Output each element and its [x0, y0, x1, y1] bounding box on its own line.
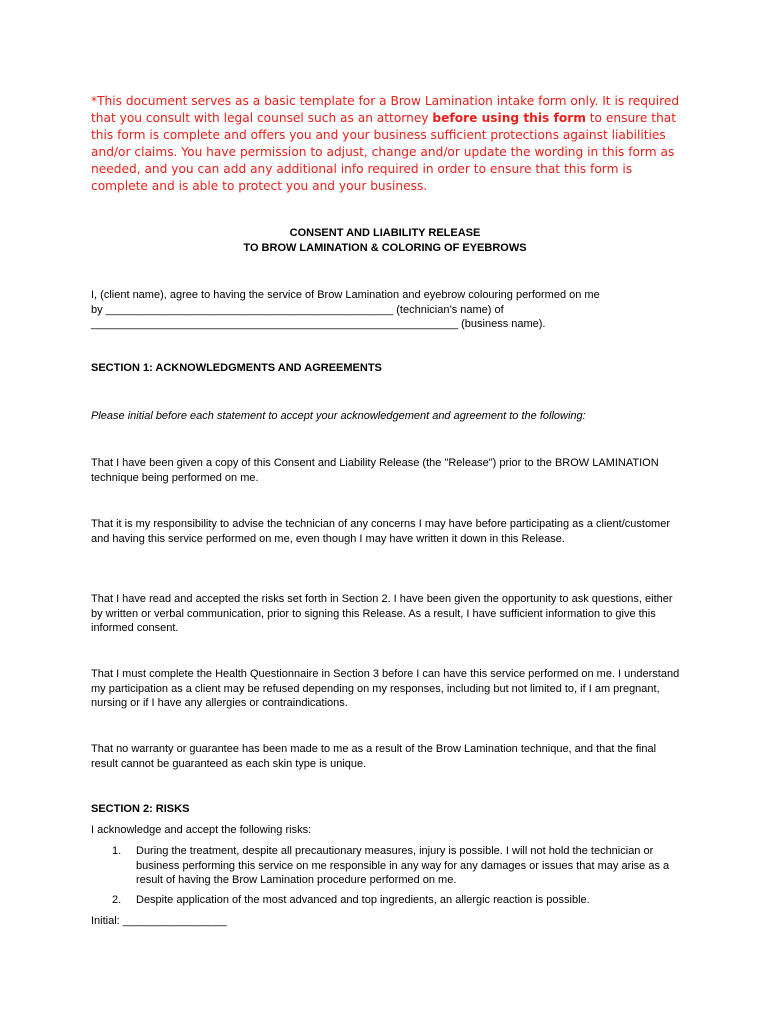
- business-name-line[interactable]: ____________________________________________________________ (business name).: [91, 318, 546, 331]
- intro-line: I, (client name), agree to having the service of Brow Lamination and eyebrow colouring performed on me: [91, 289, 600, 301]
- acknowledgement-statement: That I must complete the Health Questionnaire in Section 3 before I can have this service performed on me. I understand my participation as a client may be refused depending on my responses, including but not limited to, if I am pregnant, nursing or if I have any allergies or contraindications.: [91, 668, 680, 710]
- acknowledgement-statement: That I have read and accepted the risks set forth in Section 2. I have been given the opportunity to ask questions, either by written or verbal communication, prior to signing this Release. As a result, I have sufficient information to give this informed consent.: [91, 593, 673, 635]
- document-title: CONSENT AND LIABILITY RELEASE: [289, 227, 481, 239]
- risk-number: 1.: [112, 845, 122, 857]
- disclaimer-text-continued: to ensure that this form is complete and offers you and your business sufficient protections against liabilities and/or claims. You have permission to adjust, change and/or update the wording in this form as needed, and you can add any additional info required in order to ensure that this form is complete and is able to protect you and your business.: [91, 110, 677, 193]
- document-subtitle: TO BROW LAMINATION & COLORING OF EYEBROWS: [243, 242, 527, 254]
- acknowledgement-statement: That I have been given a copy of this Consent and Liability Release (the "Release") prior to the BROW LAMINATION technique being performed on me.: [91, 457, 659, 484]
- acknowledgement-statement: That no warranty or guarantee has been made to me as a result of the Brow Lamination technique, and that the final result cannot be guaranteed as each skin type is unique.: [91, 743, 657, 770]
- technician-name-line[interactable]: by _______________________________________________ (technician’s name) of: [91, 303, 504, 316]
- acknowledgement-statement: That it is my responsibility to advise the technician of any concerns I may have before participating as a client/customer and having this service performed on me, even though I may have written it down in this Release.: [91, 518, 671, 545]
- risk-number: 2.: [112, 894, 122, 906]
- risk-text: Despite application of the most advanced and top ingredients, an allergic reaction is possible.: [136, 894, 590, 906]
- intro-paragraph: [91, 288, 681, 332]
- disclaimer-text: *This document serves as a basic template for a Brow Lamination intake form only. It is required that you consult with legal counsel such as an attorney: [91, 94, 680, 125]
- section2-intro: I acknowledge and accept the following risks:: [91, 824, 312, 836]
- disclaimer-emphasis: before using this form: [432, 110, 586, 125]
- section2-heading: SECTION 2: RISKS: [91, 803, 190, 815]
- legal-disclaimer: [91, 93, 691, 194]
- section1-instruction: Please initial before each statement to accept your acknowledgement and agreement to the following:: [91, 410, 586, 422]
- initial-field[interactable]: Initial: _________________: [91, 915, 227, 927]
- risk-text: During the treatment, despite all precautionary measures, injury is possible. I will not hold the technician or business performing this service on me responsible in any way for any damages or issues that may arise as a result of having the Brow Lamination procedure performed on me.: [136, 845, 670, 887]
- section1-heading: SECTION 1: ACKNOWLEDGMENTS AND AGREEMENTS: [91, 362, 382, 374]
